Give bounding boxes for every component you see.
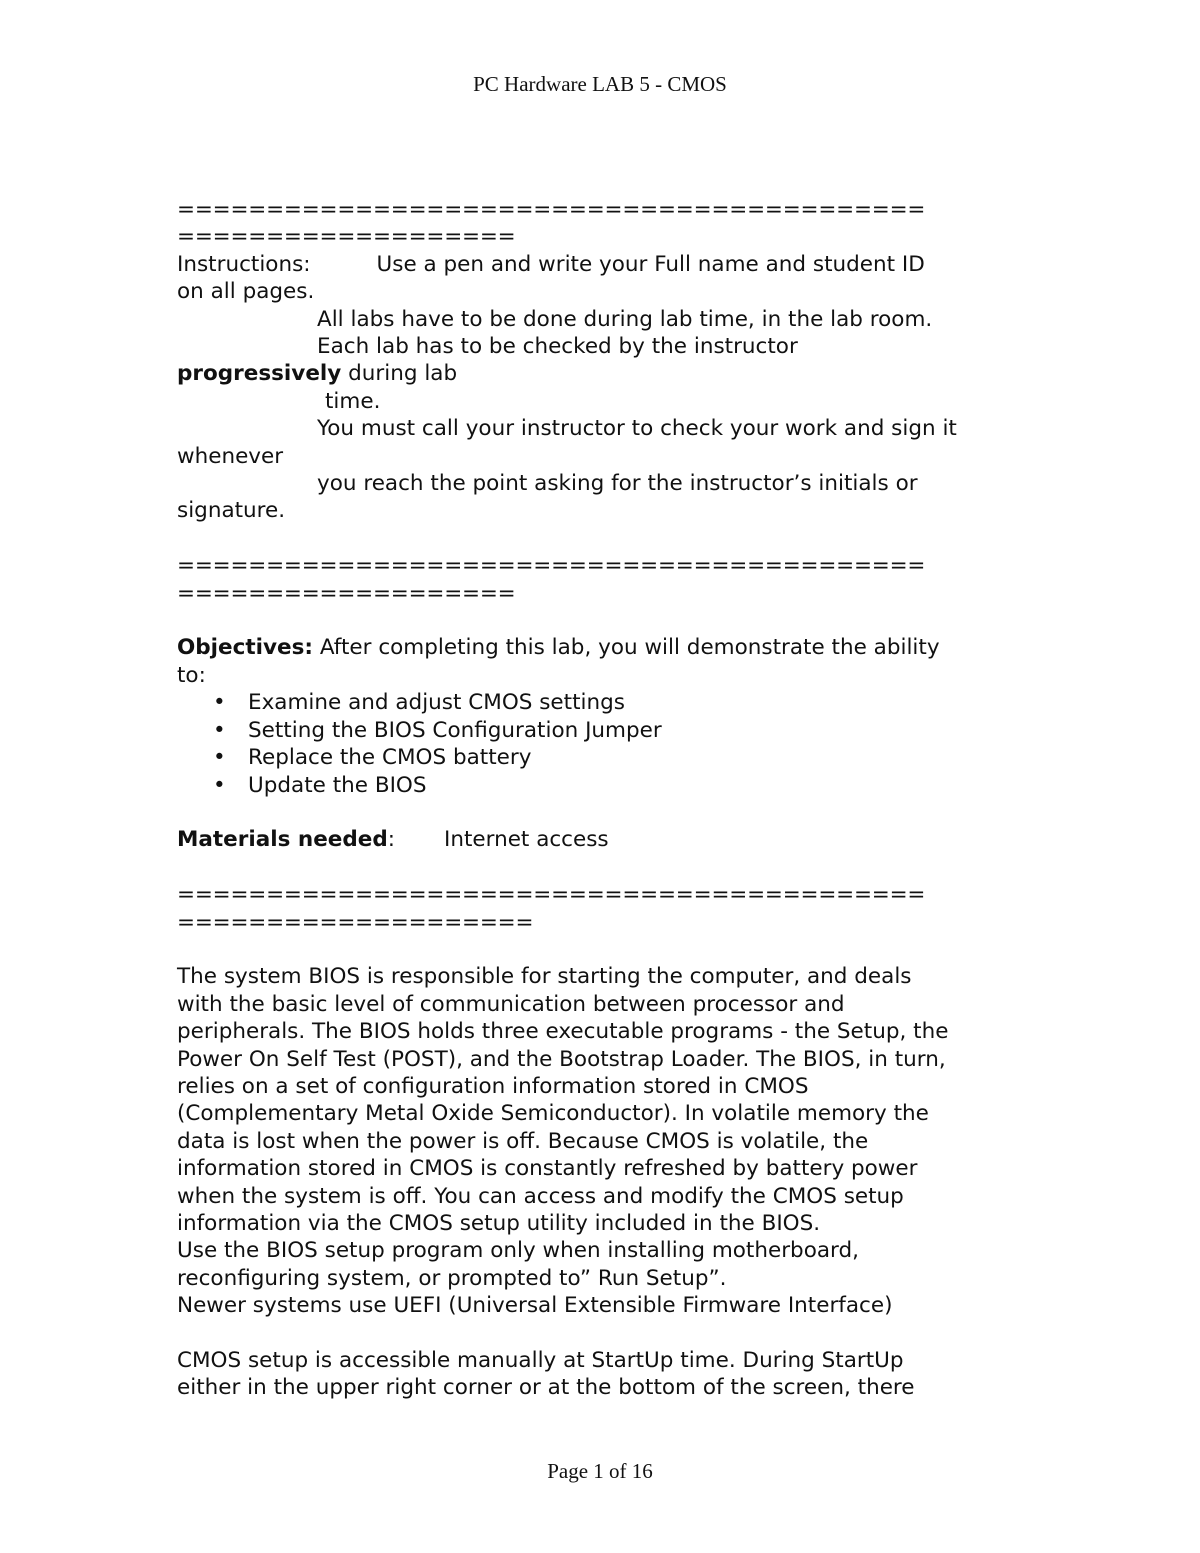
materials-label: Materials needed	[177, 827, 388, 853]
paragraph-line: information via the CMOS setup utility included in the BIOS.	[177, 1210, 821, 1236]
bullet-icon: •	[213, 745, 226, 771]
separator-line: ===================	[177, 224, 516, 250]
paragraph-cmos-setup	[177, 1347, 1037, 1402]
materials-value: Internet access	[443, 827, 609, 853]
instructions-text: you reach the point asking for the instructor’s initials or	[317, 471, 918, 497]
paragraph-line: The system BIOS is responsible for starting the computer, and deals	[177, 964, 912, 990]
separator-line: ==========================================	[177, 197, 926, 222]
document-body	[177, 196, 1037, 1402]
instructions-line-progressively	[177, 360, 1037, 387]
paragraph-line: when the system is off. You can access and modify the CMOS setup	[177, 1183, 904, 1209]
paragraph-line: Newer systems use UEFI (Universal Extensible Firmware Interface)	[177, 1293, 893, 1319]
instructions-text: during lab	[341, 361, 458, 387]
paragraph-line: peripherals. The BIOS holds three executable programs - the Setup, the	[177, 1019, 949, 1045]
objectives-intro-wrap: to:	[177, 662, 206, 688]
paragraph-line: information stored in CMOS is constantly refreshed by battery power	[177, 1156, 918, 1182]
instructions-text: All labs have to be done during lab time, in the lab room.	[317, 306, 933, 332]
separator-line: ===================	[177, 580, 516, 606]
paragraph-bios	[177, 963, 1037, 1319]
paragraph-line: with the basic level of communication between processor and	[177, 991, 845, 1017]
list-item: • Examine and adjust CMOS settings	[213, 690, 625, 716]
paragraph-line: Use the BIOS setup program only when installing motherboard,	[177, 1238, 859, 1264]
paragraph-line: (Complementary Metal Oxide Semiconductor). In volatile memory the	[177, 1101, 929, 1127]
bullet-icon: •	[213, 717, 226, 743]
instructions-text: Each lab has to be checked by the instructor	[317, 334, 798, 360]
bullet-icon: •	[213, 690, 226, 716]
instructions-label: Instructions:	[177, 251, 311, 277]
separator-line: ====================	[177, 909, 534, 935]
paragraph-line: data is lost when the power is off. Because CMOS is volatile, the	[177, 1128, 869, 1154]
instructions-text: time.	[325, 388, 381, 414]
paragraph-line: Power On Self Test (POST), and the Bootstrap Loader. The BIOS, in turn,	[177, 1046, 946, 1072]
paragraph-line: relies on a set of configuration information stored in CMOS	[177, 1073, 809, 1099]
instructions-text: on all pages.	[177, 279, 315, 305]
page-footer: Page 1 of 16	[547, 1459, 653, 1483]
paragraph-line: reconfiguring system, or prompted to” Run Setup”.	[177, 1265, 727, 1291]
separator-line: ==========================================	[177, 553, 926, 579]
bullet-icon: •	[213, 772, 226, 798]
objectives-label: Objectives:	[177, 635, 314, 661]
emphasis-progressively: progressively	[177, 361, 342, 387]
list-item: • Setting the BIOS Configuration Jumper	[213, 717, 662, 743]
objectives-list	[177, 689, 1037, 799]
objectives-intro: After completing this lab, you will demonstrate the ability	[313, 635, 940, 661]
separator-line: ==========================================	[177, 882, 926, 908]
paragraph-line: CMOS setup is accessible manually at StartUp time. During StartUp	[177, 1347, 904, 1373]
materials-line: Materials needed: Internet access	[177, 827, 609, 853]
list-item: • Update the BIOS	[213, 772, 427, 798]
list-item: • Replace the CMOS battery	[213, 745, 532, 771]
objectives-line	[177, 634, 1037, 661]
page-header: PC Hardware LAB 5 - CMOS	[473, 72, 727, 96]
instructions-text: Use a pen and write your Full name and student ID	[376, 251, 925, 277]
instructions-text: signature.	[177, 498, 286, 524]
instructions-line-1	[177, 251, 1037, 278]
instructions-text: whenever	[177, 443, 284, 469]
instructions-text: You must call your instructor to check your work and sign it	[317, 416, 957, 442]
paragraph-line: either in the upper right corner or at the bottom of the screen, there	[177, 1375, 915, 1401]
